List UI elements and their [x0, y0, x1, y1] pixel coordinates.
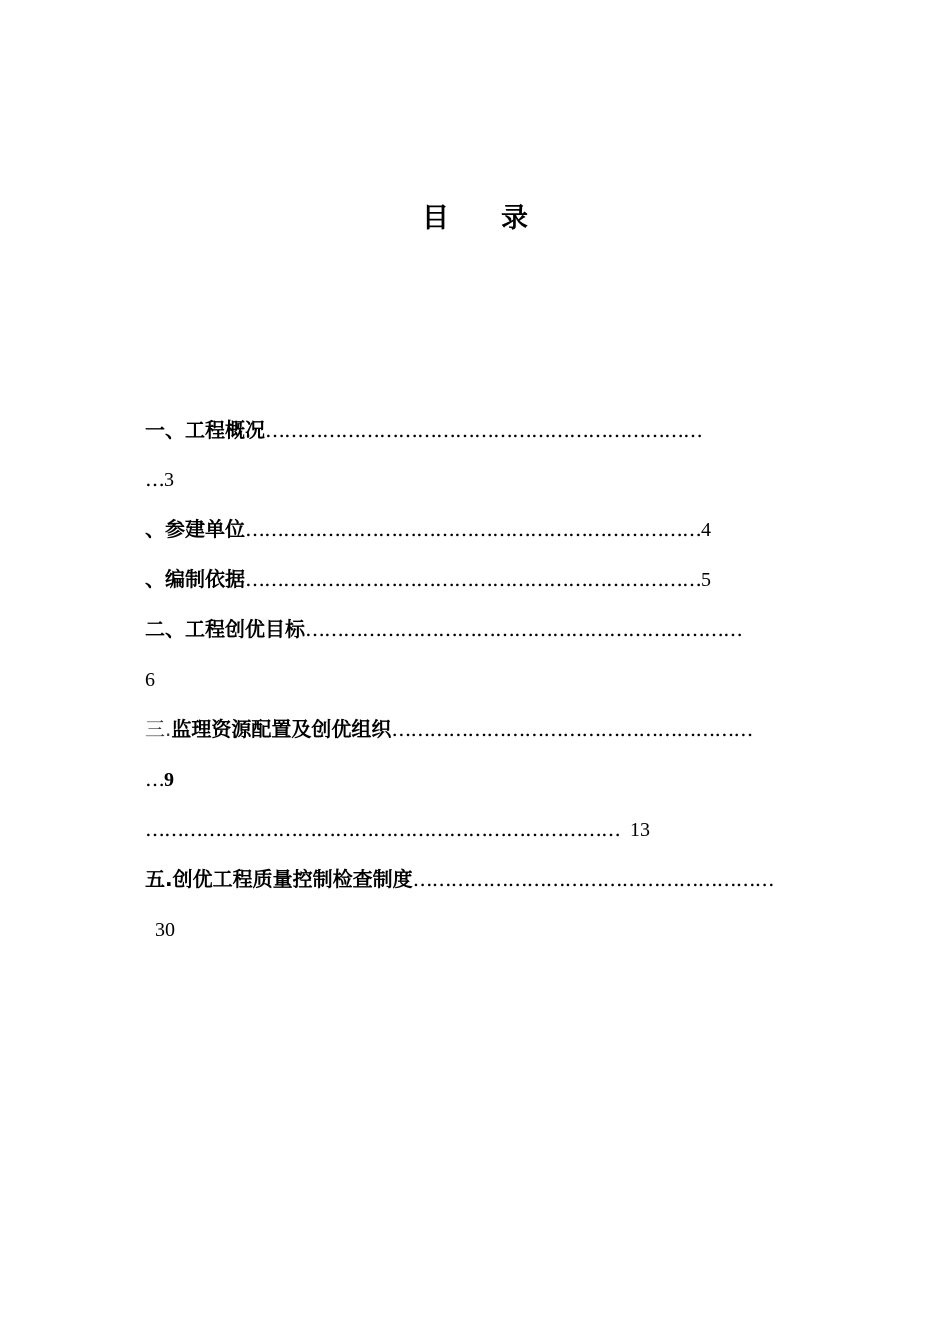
toc-entry-number: 五.	[145, 867, 173, 891]
toc-page-number: 9	[164, 769, 174, 791]
toc-entry-label: 、参建单位	[145, 517, 245, 541]
toc-entry-quality-control-cont[interactable]	[155, 914, 175, 944]
toc-entry-basis[interactable]	[145, 564, 839, 594]
toc-entry-resources[interactable]	[145, 714, 839, 744]
toc-entry-quality-control[interactable]	[145, 864, 839, 894]
toc-entry-resources-cont[interactable]	[145, 764, 174, 794]
toc-entry-label: 二、工程创优目标	[145, 617, 305, 641]
toc-page-number: 4	[701, 519, 711, 541]
toc-title-char-1: 目	[422, 203, 449, 234]
toc-entry-goals[interactable]	[145, 614, 839, 644]
toc-leader-dots: …………………………………………………………………	[145, 817, 620, 841]
toc-leader-dots: ………………………………………………………………	[245, 517, 701, 541]
toc-entry-number: 三.	[145, 717, 172, 741]
toc-entry-label: 、编制依据	[145, 567, 245, 591]
toc-leader-dots: …………………………………………………	[391, 717, 753, 741]
toc-entry-label: 创优工程质量控制检查制度	[172, 867, 413, 891]
toc-entry-label: 一、工程概况	[145, 418, 265, 442]
toc-entry-untitled[interactable]	[145, 814, 650, 844]
toc-leader-dots: ………………………………………………………………	[245, 567, 701, 591]
toc-entry-overview-cont[interactable]	[145, 464, 174, 494]
toc-page-number: 30	[155, 919, 175, 941]
toc-entry-goals-cont[interactable]	[145, 664, 155, 694]
toc-entry-overview[interactable]	[145, 415, 839, 445]
toc-leader-dots: …	[145, 467, 164, 491]
toc-page-number: 6	[145, 669, 155, 691]
toc-page-number: 3	[164, 469, 174, 491]
toc-page-number: 5	[701, 569, 711, 591]
toc-leader-dots: ……………………………………………………………	[305, 617, 742, 641]
toc-leader-dots: ……………………………………………………………	[265, 418, 702, 442]
toc-title-char-2: 录	[501, 203, 528, 234]
toc-entry-participants[interactable]	[145, 514, 839, 544]
toc-leader-dots: …………………………………………………	[412, 867, 774, 891]
toc-leader-dots: …	[145, 767, 164, 791]
toc-entry-label: 监理资源配置及创优组织	[171, 717, 392, 741]
toc-page-number: 13	[630, 819, 650, 841]
toc-title	[0, 196, 950, 235]
